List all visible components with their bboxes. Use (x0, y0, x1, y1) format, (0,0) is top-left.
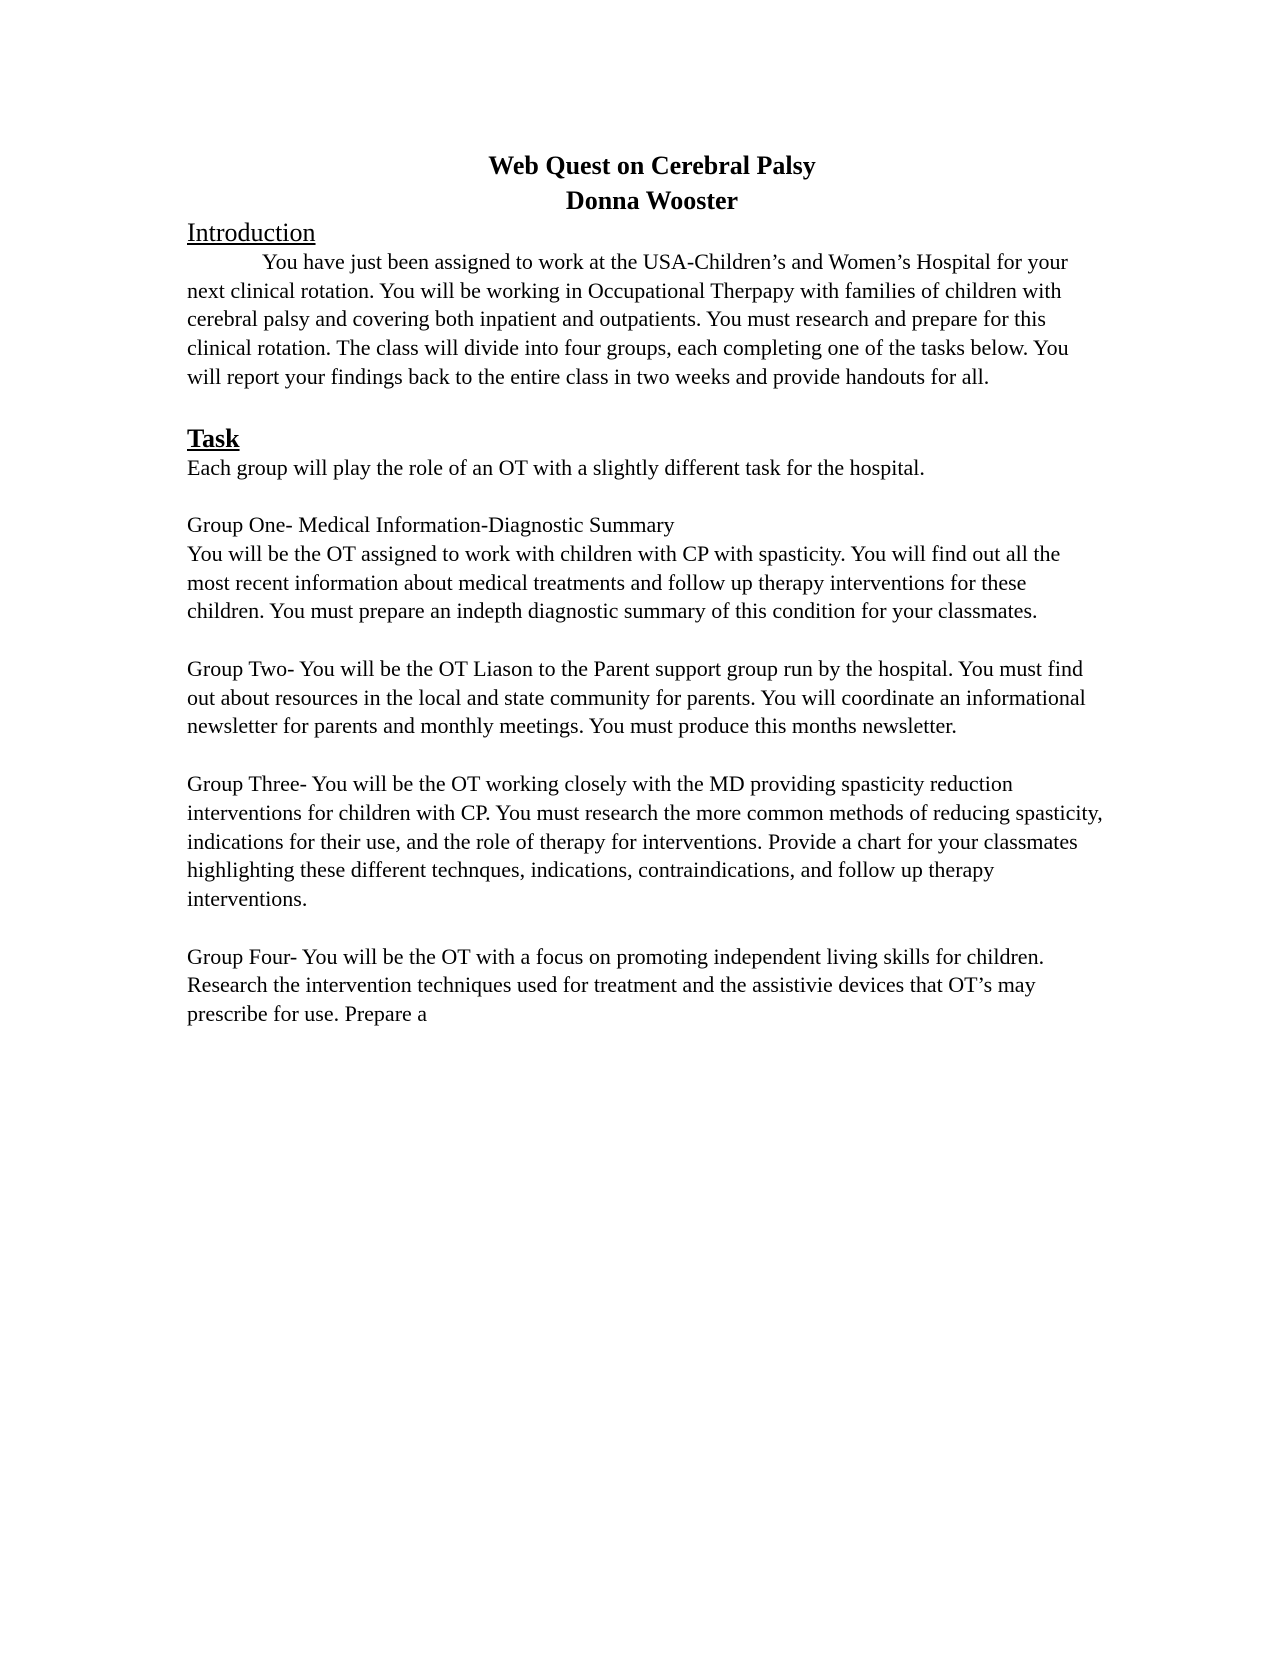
introduction-paragraph: You have just been assigned to work at the USA-Children’s and Women’s Hospital for your next clinical rotation. You will be working in Occupational Therpapy with families of children with cerebral palsy and covering both inpatient and outpatients. You must research and prepare for this clinical rotation. The class will divide into four groups, each completing one of the tasks below. You will report your findings back to the entire class in two weeks and provide handouts for all. (187, 249, 1069, 389)
group-three-paragraph: Group Three- You will be the OT working closely with the MD providing spasticity reduction interventions for children with CP. You must research the more common methods of reducing spasticity, indications for their use, and the role of therapy for interventions. Provide a chart for your classmates highlighting these different technques, indications, contraindications, and follow up therapy interventions. (187, 771, 1103, 911)
group-two-paragraph: Group Two- You will be the OT Liason to the Parent support group run by the hospital. You must find out about resources in the local and state community for parents. You will coordinate an informational newsletter for parents and monthly meetings. You must produce this months newsletter. (187, 656, 1086, 739)
task-heading: Task (187, 423, 240, 453)
spacer (187, 914, 1107, 943)
group-one-paragraph: You will be the OT assigned to work with children with CP with spasticity. You will find out all the most recent information about medical treatments and follow up therapy interventions for these children. You must prepare an indepth diagnostic summary of this condition for your classmates. (187, 540, 1061, 624)
group-one-heading: Group One- Medical Information-Diagnostic Summary (187, 512, 675, 538)
introduction-heading: Introduction (187, 218, 316, 247)
spacer (187, 392, 1107, 424)
document-author: Donna Wooster (565, 186, 739, 215)
document-title: Web Quest on Cerebral Palsy (488, 151, 816, 180)
spacer (187, 626, 1107, 655)
spacer (187, 482, 1107, 511)
spacer (187, 741, 1107, 770)
group-four-paragraph: Group Four- You will be the OT with a focus on promoting independent living skills for children. Research the intervention techniques used for treatment and the assistivie devices that OT’s may prescribe for use. Prepare a (187, 943, 1045, 1027)
document-page (187, 148, 1107, 1029)
task-intro-paragraph: Each group will play the role of an OT with a slightly different task for the hospital. (187, 454, 925, 480)
